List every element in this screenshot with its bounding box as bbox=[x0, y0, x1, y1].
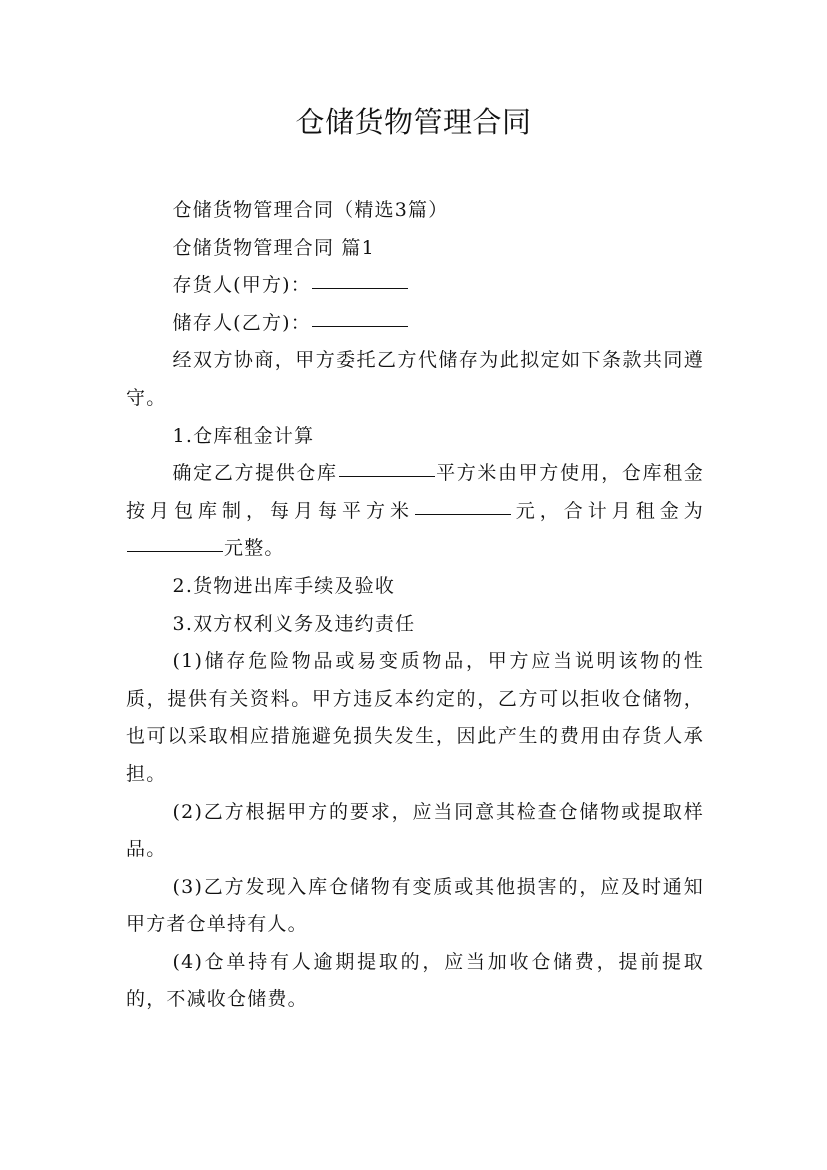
party-a-line bbox=[126, 267, 704, 305]
clause1-text-2: 平方米由甲方使用，仓库租金按月包库制，每月每平方米 bbox=[126, 462, 704, 522]
clause1-text-4: 元整。 bbox=[224, 537, 285, 560]
clause1-heading: 1.仓库租金计算 bbox=[172, 424, 315, 447]
document-title: 仓储货物管理合同 bbox=[295, 105, 532, 139]
clause1-text-3: 元，合计月租金为 bbox=[512, 499, 704, 522]
clause1-text-1: 确定乙方提供仓库 bbox=[172, 462, 338, 485]
monthly-rent-blank bbox=[127, 550, 223, 552]
section-heading: 仓储货物管理合同 篇1 bbox=[172, 236, 375, 259]
party-a-label: 存货人(甲方)： bbox=[172, 274, 311, 297]
warehouse-area-blank bbox=[339, 475, 435, 477]
clause-item-4: (4)仓单持有人逾期提取的，应当加收仓储费，提前提取的，不减收仓储费。 bbox=[126, 950, 704, 1011]
intro-paragraph: 经双方协商，甲方委托乙方代储存为此拟定如下条款共同遵守。 bbox=[126, 349, 704, 409]
clause-item-1: (1)储存危险物品或易变质物品，甲方应当说明该物的性质，提供有关资料。甲方违反本约定的，乙方可以拒收仓储物，也可以采取相应措施避免损失发生，因此产生的费用由存货人承担。 bbox=[126, 650, 704, 785]
clause-item-3: (3)乙方发现入库仓储物有变质或其他损害的，应及时通知甲方者仓单持有人。 bbox=[126, 875, 704, 936]
clause3-heading: 3.双方权利义务及违约责任 bbox=[172, 612, 416, 635]
party-b-label: 储存人(乙方)： bbox=[172, 311, 311, 334]
clause1-paragraph bbox=[126, 455, 704, 568]
party-b-blank bbox=[312, 325, 408, 327]
party-a-blank bbox=[312, 287, 408, 289]
party-b-line bbox=[126, 305, 704, 343]
unit-price-blank bbox=[415, 513, 511, 515]
subtitle: 仓储货物管理合同（精选3篇） bbox=[172, 199, 449, 221]
document-body bbox=[126, 192, 704, 1019]
clause-item-2: (2)乙方根据甲方的要求，应当同意其检查仓储物或提取样品。 bbox=[126, 800, 704, 861]
clause2-heading: 2.货物进出库手续及验收 bbox=[172, 574, 396, 597]
